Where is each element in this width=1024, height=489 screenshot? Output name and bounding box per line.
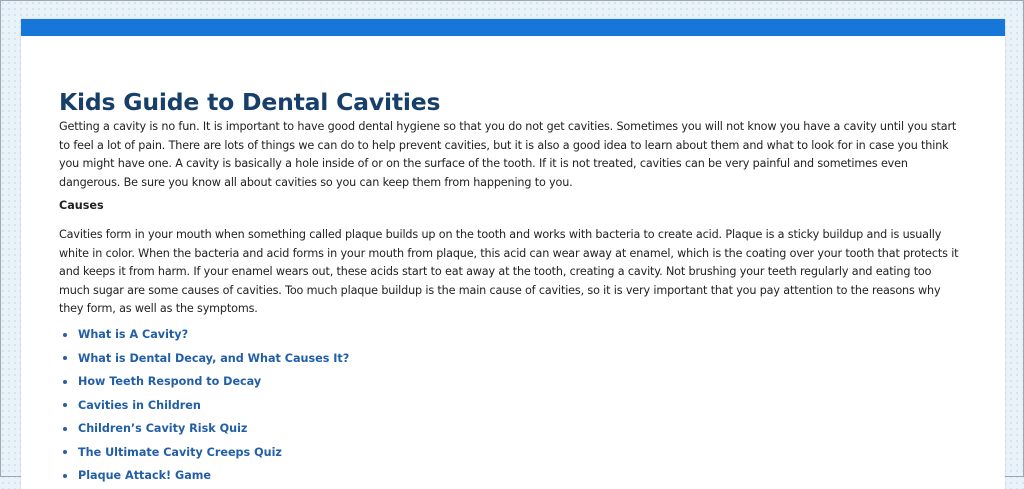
causes-paragraph: Cavities form in your mouth when something called plaque builds up on the tooth and works with bacteria to create acid. Plaque is a sticky buildup and is usually white in color. When the bacteria and acid forms in your mouth from plaque, this acid can wear away at enamel, which is the coating over your tooth that protects it and keeps it from harm. If your enamel wears out, these acids start to eat away at the tooth, creating a cavity. Not brushing your teeth regularly and eating too much sugar are some causes of cavities. Too much plaque buildup is the main cause of cavities, so it is very important that you pay attention to the reasons why they form, as well as the symptoms. [59, 227, 959, 316]
list-item [63, 417, 965, 441]
bullet-icon [63, 450, 67, 454]
link-cavity-risk-quiz[interactable]: Children’s Cavity Risk Quiz [78, 422, 248, 436]
bullet-icon [63, 356, 67, 360]
link-teeth-respond-decay[interactable]: How Teeth Respond to Decay [78, 375, 262, 389]
related-links-list [59, 323, 965, 488]
article-content [21, 36, 1005, 487]
bullet-icon [63, 427, 67, 431]
link-plaque-attack-game[interactable]: Plaque Attack! Game [78, 469, 211, 483]
bullet-icon [63, 403, 67, 407]
link-what-is-a-cavity[interactable]: What is A Cavity? [78, 328, 189, 342]
bullet-icon [63, 474, 67, 478]
link-cavity-creeps-quiz[interactable]: The Ultimate Cavity Creeps Quiz [78, 445, 282, 459]
list-item [63, 346, 965, 370]
list-item [63, 440, 965, 464]
bullet-icon [63, 380, 67, 384]
link-cavities-in-children[interactable]: Cavities in Children [78, 398, 201, 412]
list-item [63, 323, 965, 347]
bullet-icon [63, 333, 67, 337]
link-dental-decay-causes[interactable]: What is Dental Decay, and What Causes It? [78, 351, 350, 365]
intro-paragraph: Getting a cavity is no fun. It is important to have good dental hygiene so that you do not get cavities. Sometimes you will not know you have a cavity until you start to feel a lot of pain. There are lots of things we can do to help prevent cavities, but it is also a good idea to learn about them and what to look for in case you think you might have one. A cavity is basically a hole inside of or on the surface of the tooth. If it is not treated, cavities can be very painful and sometimes even dangerous. Be sure you know all about cavities so you can keep them from happening to you. [59, 120, 957, 189]
list-item [63, 464, 965, 488]
article-card [21, 19, 1005, 489]
causes-heading: Causes [59, 199, 104, 213]
list-item [63, 393, 965, 417]
list-item [63, 370, 965, 394]
top-accent-bar [21, 19, 1005, 36]
page-title: Kids Guide to Dental Cavities [59, 88, 441, 116]
